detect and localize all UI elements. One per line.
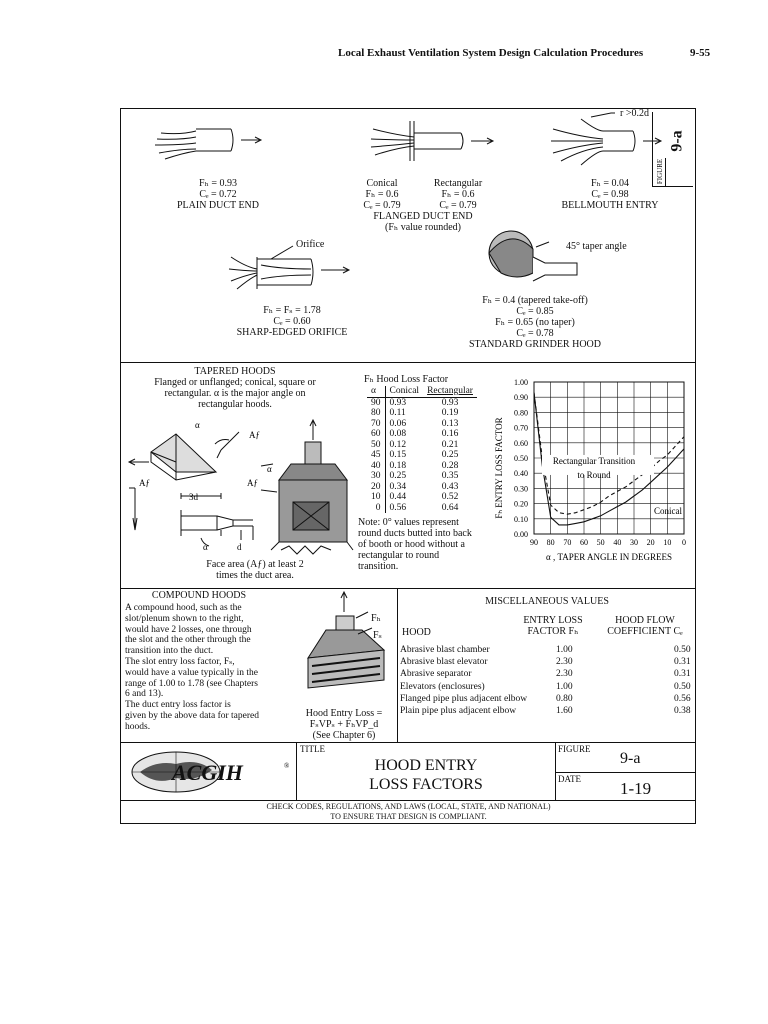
svg-text:Aƒ: Aƒ bbox=[249, 430, 260, 440]
misc-table-cell: Abrasive separator bbox=[400, 669, 472, 680]
footer-line: CHECK CODES, REGULATIONS, AND LAWS (LOCAL, STATE, AND NATIONAL) bbox=[266, 802, 551, 811]
compound-formula bbox=[294, 708, 394, 741]
compound-line: the slot and the other through the bbox=[125, 635, 251, 646]
svg-text:α: α bbox=[267, 464, 272, 474]
svg-text:α: α bbox=[203, 542, 208, 552]
title-label: TITLE bbox=[300, 744, 325, 754]
divider bbox=[397, 588, 398, 742]
misc-col-flow-line: HOOD FLOW bbox=[615, 615, 675, 626]
misc-table-cell: 2.30 bbox=[556, 657, 573, 668]
loss-table-cell: 0.11 bbox=[385, 408, 423, 419]
tapered-hoods-desc: rectangular. α is the major angle on bbox=[164, 388, 306, 399]
figure-tab-label: FIGURE bbox=[656, 158, 665, 185]
face-area-line: times the duct area. bbox=[216, 570, 294, 581]
loss-table-note bbox=[358, 517, 498, 572]
compound-heading: COMPOUND HOODS bbox=[151, 590, 247, 601]
loss-table-cell: 40 bbox=[371, 460, 381, 471]
divider bbox=[296, 742, 297, 800]
loss-table-cell: 0.56 bbox=[385, 503, 423, 514]
bellmouth-name: BELLMOUTH ENTRY bbox=[561, 200, 659, 211]
misc-table-row bbox=[400, 668, 762, 680]
orifice-name: SHARP-EDGED ORIFICE bbox=[236, 327, 348, 338]
plain-duct-fh: Fₕ = 0.93 bbox=[198, 178, 238, 189]
misc-table-cell: 1.00 bbox=[556, 645, 573, 655]
grinder-fh-no-taper: Fₕ = 0.65 (no taper) bbox=[495, 317, 575, 328]
misc-table-cell: 0.56 bbox=[674, 693, 691, 704]
chart-y-tick: 0.40 bbox=[514, 469, 528, 479]
footer-line: TO ENSURE THAT DESIGN IS COMPLIANT. bbox=[330, 811, 487, 821]
grinder-taper-label: 45° taper angle bbox=[566, 241, 627, 252]
compound-line: range of 1.00 to 1.78 (see Chapters bbox=[125, 678, 258, 689]
chart-x-tick: 90 bbox=[530, 538, 538, 547]
loss-table-cell: 90 bbox=[371, 397, 381, 408]
chart-annotation: to Round bbox=[577, 469, 611, 480]
misc-col-loss-line: FACTOR Fₕ bbox=[527, 626, 579, 637]
orifice-fh: Fₕ = Fₛ = 1.78 bbox=[263, 305, 321, 316]
chart-x-tick: 70 bbox=[563, 538, 572, 547]
loss-table-header: α bbox=[371, 386, 376, 396]
loss-factor-table bbox=[367, 386, 477, 513]
grinder-ce-no-taper: Cₑ = 0.78 bbox=[516, 328, 554, 339]
bellmouth-ce: Cₑ = 0.98 bbox=[591, 189, 629, 200]
chart-x-tick: 20 bbox=[646, 538, 655, 547]
compound-line: The duct entry loss factor is bbox=[125, 700, 231, 711]
misc-table-cell: Abrasive blast chamber bbox=[400, 645, 490, 655]
grinder-name: STANDARD GRINDER HOOD bbox=[469, 339, 601, 350]
formula-line: FₛVPₛ + FₕVP_d bbox=[309, 719, 379, 730]
bellmouth-radius: r >0.2d bbox=[620, 108, 649, 119]
loss-table-cell: 0.44 bbox=[385, 492, 423, 503]
grinder-fh-tapered: Fₕ = 0.4 (tapered take-off) bbox=[482, 295, 588, 306]
misc-table-row bbox=[400, 656, 762, 668]
face-area-line: Face area (Aƒ) at least 2 bbox=[206, 559, 304, 570]
conical-head: Conical bbox=[366, 178, 398, 189]
loss-table-row bbox=[367, 482, 477, 493]
formula-line: (See Chapter 6) bbox=[312, 730, 376, 741]
compound-line: transition into the duct. bbox=[125, 646, 214, 657]
loss-table-row bbox=[367, 397, 477, 408]
svg-text:3d: 3d bbox=[189, 492, 198, 502]
loss-table-cell: 60 bbox=[371, 429, 381, 439]
face-area-note bbox=[160, 559, 350, 581]
loss-table-cell: 0.12 bbox=[385, 440, 423, 451]
loss-table-row bbox=[367, 408, 477, 419]
compound-hood-drawing bbox=[296, 588, 396, 708]
tapered-hoods-desc: rectangular hoods. bbox=[198, 399, 272, 410]
divider bbox=[121, 800, 696, 801]
misc-col-hood: HOOD bbox=[402, 627, 431, 638]
chart-x-tick: 50 bbox=[596, 538, 605, 547]
loss-table-cell: 0.93 bbox=[441, 397, 459, 408]
note-line: of booth or hood without a bbox=[358, 539, 465, 550]
misc-table-cell: Flanged pipe plus adjacent elbow bbox=[400, 693, 528, 704]
loss-table-cell: 0.13 bbox=[441, 418, 459, 429]
loss-table-cell: 0.64 bbox=[441, 502, 459, 513]
orifice-ce: Cₑ = 0.60 bbox=[273, 316, 311, 327]
misc-table-cell: 1.60 bbox=[556, 706, 573, 717]
misc-table-cell: Abrasive blast elevator bbox=[400, 657, 488, 668]
chart-y-tick: 0.10 bbox=[514, 514, 528, 524]
misc-heading: MISCELLANEOUS VALUES bbox=[485, 596, 609, 607]
loss-table-cell: 0.28 bbox=[441, 460, 459, 471]
misc-table-cell: 0.80 bbox=[556, 693, 573, 704]
note-line: Note: 0° values represent bbox=[358, 517, 459, 528]
acgih-logo bbox=[126, 748, 292, 796]
orifice-label: Orifice bbox=[296, 239, 325, 250]
misc-table-cell: Plain pipe plus adjacent elbow bbox=[400, 706, 517, 717]
loss-table-header: Conical bbox=[385, 386, 423, 397]
title-line: HOOD ENTRY bbox=[374, 757, 478, 774]
figure-tab-number: 9-a bbox=[668, 130, 686, 152]
chart-x-tick: 80 bbox=[546, 538, 555, 547]
misc-table-cell: 0.31 bbox=[674, 669, 691, 680]
misc-table-cell: 0.50 bbox=[674, 645, 691, 655]
compound-description bbox=[125, 603, 295, 733]
bellmouth-fh: Fₕ = 0.04 bbox=[590, 178, 630, 189]
chart-y-tick: 0.90 bbox=[514, 393, 528, 403]
misc-col-flow bbox=[600, 615, 690, 637]
running-title: Local Exhaust Ventilation System Design Calculation Procedures bbox=[338, 47, 644, 59]
grinder-caption bbox=[450, 295, 620, 350]
misc-table-cell: 0.31 bbox=[674, 657, 691, 668]
plain-duct-end-drawing bbox=[155, 129, 261, 159]
compound-line: would have 2 losses, one through bbox=[125, 624, 252, 635]
loss-table-row bbox=[367, 461, 477, 472]
compound-line: A compound hood, such as the bbox=[125, 603, 242, 613]
loss-table-cell: 10 bbox=[371, 492, 381, 502]
loss-table-cell: 0.25 bbox=[385, 471, 423, 482]
date-value: 1-19 bbox=[620, 779, 652, 798]
svg-text:Aƒ: Aƒ bbox=[247, 478, 258, 488]
misc-table-row bbox=[400, 681, 762, 693]
figure-value: 9-a bbox=[620, 750, 641, 767]
tapered-hoods-heading: TAPERED HOODS bbox=[194, 366, 276, 377]
loss-table-cell: 80 bbox=[371, 408, 381, 418]
figure-label: FIGURE bbox=[558, 744, 591, 754]
loss-table-cell: 0.35 bbox=[441, 471, 459, 481]
compound-line: given by the above data for tapered bbox=[125, 710, 259, 721]
loss-table-cell: 20 bbox=[371, 481, 381, 492]
rectangular-head: Rectangular bbox=[433, 178, 483, 189]
loss-table-header: Rectangular bbox=[427, 386, 473, 396]
chart-y-tick: 0.20 bbox=[514, 499, 528, 509]
chart-x-tick: 40 bbox=[613, 538, 622, 547]
logo-text: ACGIH bbox=[172, 760, 243, 785]
svg-text:®: ® bbox=[284, 762, 290, 770]
loss-table-row bbox=[367, 419, 477, 430]
loss-table-cell: 0 bbox=[375, 502, 381, 513]
note-line: transition. bbox=[358, 561, 399, 572]
misc-table-cell: 0.50 bbox=[674, 681, 691, 692]
loss-table-cell: 0.16 bbox=[441, 429, 459, 439]
loss-table-cell: 45 bbox=[371, 450, 381, 460]
tapered-hoods-drawing bbox=[121, 410, 361, 560]
chart-x-tick: 10 bbox=[663, 538, 672, 547]
chart-y-label: Fₕ ENTRY LOSS FACTOR bbox=[494, 417, 504, 519]
chart-y-tick: 0.60 bbox=[514, 438, 528, 448]
orifice-caption bbox=[222, 305, 362, 338]
compound-line: 6 and 13). bbox=[125, 689, 164, 700]
divider bbox=[121, 362, 696, 363]
misc-table-cell: 0.38 bbox=[674, 706, 691, 717]
misc-table-cell: 2.30 bbox=[556, 669, 573, 680]
divider bbox=[555, 742, 556, 800]
chart-annotation: Conical bbox=[654, 506, 682, 517]
svg-text:α: α bbox=[195, 420, 200, 430]
chart-y-tick: 0.70 bbox=[514, 423, 528, 433]
compound-line: The slot entry loss factor, Fₛ, bbox=[125, 656, 235, 667]
loss-table-cell: 0.34 bbox=[385, 482, 423, 493]
chart-y-tick: 0.80 bbox=[514, 408, 528, 418]
loss-table-row bbox=[367, 440, 477, 451]
plain-duct-name: PLAIN DUCT END bbox=[176, 200, 260, 211]
compliance-footer bbox=[121, 802, 696, 821]
chart-x-tick: 0 bbox=[682, 538, 686, 547]
grinder-ce-tapered: Cₑ = 0.85 bbox=[516, 306, 554, 317]
misc-table-row bbox=[400, 693, 762, 705]
note-line: round ducts butted into back bbox=[358, 528, 472, 539]
loss-table-row bbox=[367, 503, 477, 514]
chart-x-label: α , TAPER ANGLE IN DEGREES bbox=[546, 552, 672, 562]
chart-y-tick: 0.00 bbox=[514, 530, 528, 539]
chart-series-line-rectangular bbox=[534, 393, 684, 515]
chart-y-tick: 0.30 bbox=[514, 484, 528, 494]
bellmouth-caption bbox=[540, 178, 680, 211]
chart-y-tick: 1.00 bbox=[514, 378, 528, 387]
sharp-orifice-drawing bbox=[229, 246, 349, 289]
loss-table-cell: 30 bbox=[371, 471, 381, 481]
page-number: 9-55 bbox=[690, 47, 711, 59]
loss-table-row bbox=[367, 492, 477, 503]
compound-line: hoods. bbox=[125, 721, 151, 732]
loss-table-cell: 50 bbox=[371, 439, 381, 450]
loss-table-row bbox=[367, 450, 477, 461]
title-line: LOSS FACTORS bbox=[369, 776, 483, 793]
formula-line: Hood Entry Loss = bbox=[305, 708, 383, 719]
conical-ce: Cₑ = 0.79 bbox=[363, 200, 401, 211]
loss-table-cell: 0.43 bbox=[441, 481, 459, 492]
chart-annotation: Rectangular Transition bbox=[552, 456, 636, 467]
chart-y-tick: 0.50 bbox=[514, 454, 528, 463]
loss-table-cell: 0.93 bbox=[385, 397, 423, 408]
compound-fs-label: Fₛ bbox=[373, 630, 382, 641]
loss-table-cell: 0.18 bbox=[385, 461, 423, 472]
loss-table-row bbox=[367, 429, 477, 440]
misc-table bbox=[400, 644, 762, 717]
loss-table-cell: 0.19 bbox=[441, 408, 459, 418]
misc-col-flow-line: COEFFICIENT Cₑ bbox=[607, 626, 683, 637]
misc-table-cell: Elevators (enclosures) bbox=[400, 681, 485, 692]
loss-table-cell: 0.25 bbox=[441, 450, 459, 460]
entry-loss-chart bbox=[488, 370, 693, 580]
svg-text:Aƒ: Aƒ bbox=[139, 478, 150, 488]
divider bbox=[555, 772, 696, 773]
loss-table-row bbox=[367, 471, 477, 482]
bellmouth-entry-drawing bbox=[551, 113, 661, 165]
divider bbox=[121, 588, 696, 589]
flanged-duct-end-drawing bbox=[371, 121, 493, 161]
plain-duct-end-caption bbox=[148, 178, 288, 211]
divider bbox=[121, 742, 696, 743]
note-line: rectangular to round bbox=[358, 550, 440, 561]
date-label: DATE bbox=[558, 774, 581, 784]
loss-factor-title: Fₕ Hood Loss Factor bbox=[364, 374, 449, 385]
loss-table-cell: 0.15 bbox=[385, 450, 423, 461]
title-text bbox=[300, 756, 552, 794]
tapered-hoods-desc: Flanged or unflanged; conical, square or bbox=[154, 377, 316, 388]
loss-table-cell: 70 bbox=[371, 418, 381, 429]
chart-x-tick: 30 bbox=[630, 538, 638, 547]
compound-line: slot/plenum shown to the right, bbox=[125, 613, 244, 624]
grinder-hood-drawing bbox=[489, 231, 577, 281]
conical-fh: Fₕ = 0.6 bbox=[365, 189, 399, 200]
flanged-duct-name: FLANGED DUCT END bbox=[373, 211, 473, 222]
loss-table-cell: 0.21 bbox=[441, 439, 459, 450]
compound-fh-label: Fₕ bbox=[371, 613, 381, 624]
rectangular-ce: Cₑ = 0.79 bbox=[439, 200, 477, 211]
misc-table-row bbox=[400, 644, 762, 656]
flanged-duct-note: (Fₕ value rounded) bbox=[385, 222, 461, 233]
misc-col-loss-line: ENTRY LOSS bbox=[523, 615, 583, 626]
loss-table-cell: 0.06 bbox=[385, 419, 423, 430]
svg-text:d: d bbox=[237, 542, 242, 552]
plain-duct-ce: Cₑ = 0.72 bbox=[199, 189, 237, 200]
misc-table-row bbox=[400, 705, 762, 717]
compound-line: would have a value typically in the bbox=[125, 667, 258, 678]
loss-table-cell: 0.08 bbox=[385, 429, 423, 440]
loss-table-cell: 0.52 bbox=[441, 492, 459, 502]
tapered-hoods-text bbox=[140, 366, 330, 410]
chart-x-tick: 60 bbox=[580, 538, 588, 547]
misc-table-cell: 1.00 bbox=[556, 681, 573, 692]
rectangular-fh: Fₕ = 0.6 bbox=[441, 189, 475, 200]
misc-col-loss bbox=[518, 615, 588, 637]
